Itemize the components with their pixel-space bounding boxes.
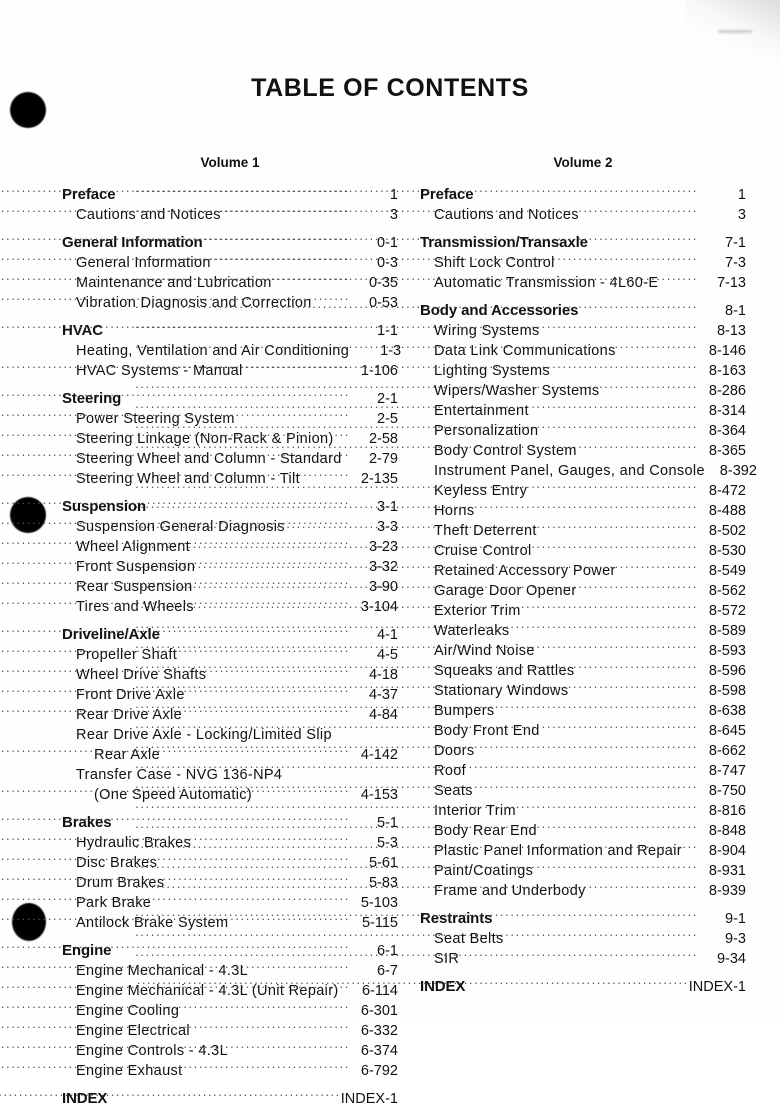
toc-entry-label: HVAC Systems - Manual — [76, 363, 243, 379]
toc-entry-label: Front Drive Axle — [76, 687, 185, 703]
toc-section-row[interactable] — [62, 1089, 398, 1109]
toc-page-number: 8-750 — [708, 783, 746, 799]
toc-entry-label: Retained Accessory Power — [434, 563, 616, 579]
toc-entry-label: (One Speed Automatic) — [94, 787, 253, 803]
page-title: TABLE OF CONTENTS — [251, 74, 529, 102]
toc-page-number: 4-142 — [360, 747, 398, 763]
dot-leader — [537, 861, 698, 875]
toc-entry-label: Restraints — [420, 910, 493, 927]
toc-page-number: 8-392 — [719, 463, 757, 479]
toc-page-number: 8-13 — [716, 323, 746, 339]
toc-page-number: 7-13 — [716, 275, 746, 291]
toc-entry-label: Rear Drive Axle — [76, 707, 182, 723]
toc-entry-label: Garage Door Opener — [434, 583, 577, 599]
toc-entry-label: Power Steering System — [76, 411, 235, 427]
toc-entry-label: Body Front End — [434, 723, 540, 739]
toc-entry-label: Entertainment — [434, 403, 529, 419]
toc-page-number: 2-79 — [368, 451, 398, 467]
toc-entry-label: Engine Mechanical - 4.3L — [76, 963, 249, 979]
toc-entry-label: Personalization — [434, 423, 539, 439]
toc-entry-label: Roof — [434, 763, 467, 779]
toc-entry-label: Data Link Communications — [434, 343, 616, 359]
toc-page-number: 8-502 — [708, 523, 746, 539]
toc-entry-label: INDEX — [62, 1090, 108, 1107]
toc-entry-label: Suspension General Diagnosis — [76, 519, 285, 535]
toc-page-number: 6-7 — [377, 963, 398, 979]
toc-page-number: 4-5 — [377, 647, 398, 663]
dot-leader — [541, 821, 698, 835]
toc-entry-label: Paint/Coatings — [434, 863, 534, 879]
dot-leader — [582, 301, 698, 315]
toc-entry-row[interactable] — [62, 1061, 398, 1081]
dot-leader — [554, 361, 698, 375]
dot-leader — [520, 801, 698, 815]
toc-entry-label: Brakes — [62, 814, 112, 831]
toc-page-number: 5-83 — [368, 875, 398, 891]
toc-page-number: 6-792 — [360, 1063, 398, 1079]
dot-leader — [513, 621, 698, 635]
toc-entry-label: Wheel Alignment — [76, 539, 191, 555]
toc-page-number: 7-3 — [725, 255, 746, 271]
toc-entry-label: Hydraulic Brakes — [76, 835, 192, 851]
toc-entry-label: Seat Belts — [434, 931, 504, 947]
toc-entry-label: Antilock Brake System — [76, 915, 229, 931]
toc-entry-label: Rear Suspension — [76, 579, 193, 595]
toc-page-number: 6-1 — [377, 943, 398, 959]
toc-entry-label: Maintenance and Lubrication — [76, 275, 272, 291]
toc-entry-label: Body Control System — [434, 443, 577, 459]
toc-entry-label: Rear Drive Axle - Locking/Limited Slip — [76, 727, 332, 743]
toc-entry-label: Frame and Underbody — [434, 883, 586, 899]
toc-entry-label: Transmission/Transaxle — [420, 234, 588, 251]
toc-page-number: 7-1 — [725, 235, 746, 251]
toc-entry-label: Cautions and Notices — [76, 207, 221, 223]
toc-page-number: 2-58 — [368, 431, 398, 447]
dot-leader — [194, 1021, 350, 1035]
scan-corner-shadow — [685, 0, 780, 58]
dot-leader — [592, 233, 698, 247]
dot-leader — [469, 977, 688, 991]
toc-page-number: 6-114 — [361, 983, 398, 999]
toc-page-number: 8-562 — [708, 583, 746, 599]
dot-leader — [531, 481, 698, 495]
toc-page-number: 8-364 — [708, 423, 746, 439]
toc-page-number: 4-84 — [368, 707, 398, 723]
toc-entry-list — [420, 185, 757, 997]
toc-page-number: 8-314 — [708, 403, 746, 419]
toc-entry-label: Heating, Ventilation and Air Conditioning — [76, 343, 350, 359]
toc-entry-row[interactable] — [420, 881, 746, 901]
toc-page-number: 8-146 — [708, 343, 746, 359]
dot-leader — [581, 581, 698, 595]
toc-entry-label: Seats — [434, 783, 473, 799]
toc-page-number: 3-90 — [368, 579, 398, 595]
dot-leader — [541, 521, 698, 535]
toc-page-number: 8-163 — [708, 363, 746, 379]
toc-page-number: 8-848 — [708, 823, 746, 839]
dot-leader — [542, 421, 698, 435]
toc-entry-label: General Information — [62, 234, 203, 251]
dot-leader — [508, 929, 698, 943]
toc-entry-label: Driveline/Axle — [62, 626, 160, 643]
toc-entry-label: Tires and Wheels — [76, 599, 194, 615]
toc-page-number: INDEX-1 — [340, 1091, 398, 1107]
dot-leader — [463, 949, 698, 963]
toc-page-number: INDEX-1 — [688, 979, 746, 995]
dot-leader — [539, 641, 698, 655]
toc-page-number: 0-35 — [368, 275, 398, 291]
toc-entry-label: SIR — [434, 951, 460, 967]
toc-entry-label: Wipers/Washer Systems — [434, 383, 600, 399]
toc-entry-label: General Information — [76, 255, 211, 271]
toc-entry-label: Engine Cooling — [76, 1003, 180, 1019]
toc-entry-label: Stationary Windows — [434, 683, 569, 699]
toc-page-number: 8-488 — [708, 503, 746, 519]
toc-section-row[interactable] — [420, 977, 746, 997]
toc-entry-label: Transfer Case - NVG 136-NP4 — [76, 767, 283, 783]
dot-leader — [232, 1041, 350, 1055]
dot-leader — [536, 541, 698, 555]
toc-entry-label: Front Suspension — [76, 559, 196, 575]
toc-entry-label: Wiring Systems — [434, 323, 540, 339]
toc-entry-label: Rear Axle — [94, 747, 161, 763]
scan-corner-streak — [718, 30, 752, 33]
toc-entry-label: Engine Controls - 4.3L — [76, 1043, 228, 1059]
toc-entry-label: Engine Electrical — [76, 1023, 190, 1039]
toc-entry-label: Squeaks and Rattles — [434, 663, 575, 679]
dot-leader — [590, 881, 698, 895]
toc-entry-label: Steering Wheel and Column - Standard — [76, 451, 342, 467]
toc-entry-label: Drum Brakes — [76, 875, 165, 891]
toc-entry-label: Air/Wind Noise — [434, 643, 535, 659]
toc-page-number: 5-1 — [377, 815, 398, 831]
toc-page-number: 0-3 — [377, 255, 398, 271]
toc-entry-label: Engine Mechanical - 4.3L (Unit Repair) — [76, 983, 339, 999]
toc-entry-label: Doors — [434, 743, 475, 759]
toc-page-number: 8-662 — [708, 743, 746, 759]
toc-page-number: 3-23 — [368, 539, 398, 555]
dot-leader — [544, 321, 698, 335]
toc-page-number: 1-106 — [360, 363, 398, 379]
dot-leader — [477, 781, 698, 795]
toc-entry-label: Plastic Panel Information and Repair — [434, 843, 682, 859]
toc-entry-row[interactable] — [420, 441, 746, 461]
toc-page-number: 8-365 — [708, 443, 746, 459]
toc-entry-row[interactable] — [420, 273, 746, 293]
toc-page-number: 6-301 — [360, 1003, 398, 1019]
dot-leader — [478, 501, 698, 515]
toc-entry-label: Shift Lock Control — [434, 255, 555, 271]
toc-page-number: 9-34 — [716, 951, 746, 967]
toc-entry-row[interactable] — [420, 205, 746, 225]
toc-page-number: 2-1 — [377, 391, 398, 407]
toc-page-number: 1-3 — [380, 343, 402, 359]
toc-entry-label: Cautions and Notices — [434, 207, 579, 223]
toc-page-number: 1 — [737, 187, 746, 203]
toc-page-number: 5-3 — [377, 835, 398, 851]
toc-entry-label: Engine — [62, 942, 112, 959]
toc-page-number: 8-596 — [708, 663, 746, 679]
dot-leader — [604, 381, 698, 395]
toc-page-number: 9-3 — [725, 931, 746, 947]
toc-page-number: 3-1 — [377, 499, 398, 515]
toc-entry-label: Waterleaks — [434, 623, 510, 639]
toc-page-number: 8-645 — [708, 723, 746, 739]
toc-page-number: 4-18 — [368, 667, 398, 683]
toc-entry-label: Preface — [420, 186, 474, 203]
column-title: Volume 2 — [553, 155, 613, 170]
toc-page-number: 8-939 — [708, 883, 746, 899]
toc-page-number: 8-638 — [708, 703, 746, 719]
dot-leader — [478, 741, 698, 755]
toc-page-number: 3 — [389, 207, 398, 223]
toc-entry-label: Steering Linkage (Non-Rack & Pinion) — [76, 431, 334, 447]
dot-leader — [544, 721, 698, 735]
toc-entry-label: Horns — [434, 503, 475, 519]
dot-leader — [581, 441, 698, 455]
dot-leader — [111, 1089, 340, 1103]
toc-page-number: 1-1 — [377, 323, 398, 339]
toc-entry-label: Steering — [62, 390, 122, 407]
toc-entry-label: Vibration Diagnosis and Correction — [76, 295, 312, 311]
toc-entry-label: Steering Wheel and Column - Tilt — [76, 471, 300, 487]
toc-entry-label: Interior Trim — [434, 803, 516, 819]
toc-page-number: 8-598 — [708, 683, 746, 699]
toc-entry-label: INDEX — [420, 978, 466, 995]
toc-page-number: 9-1 — [725, 911, 746, 927]
toc-page-number: 0-53 — [368, 295, 398, 311]
toc-entry-label: Park Brake — [76, 895, 152, 911]
toc-page-number: 5-103 — [360, 895, 398, 911]
toc-entry-label: Lighting Systems — [434, 363, 551, 379]
toc-page-number: 8-589 — [708, 623, 746, 639]
toc-entry-label: Suspension — [62, 498, 147, 515]
toc-entry-label: Body Rear End — [434, 823, 537, 839]
toc-page-number: 3-32 — [368, 559, 398, 575]
toc-entry-label: Automatic Transmission - 4L60-E — [434, 275, 659, 291]
toc-page-number: 5-61 — [368, 855, 398, 871]
dot-leader — [620, 341, 698, 355]
toc-page-number: 6-332 — [360, 1023, 398, 1039]
toc-column-volume-2 — [420, 155, 757, 997]
toc-page-number: 8-904 — [708, 843, 746, 859]
toc-entry-label: Exterior Trim — [434, 603, 521, 619]
toc-entry-label: Engine Exhaust — [76, 1063, 183, 1079]
toc-entry-label: Disc Brakes — [76, 855, 158, 871]
dot-leader — [525, 601, 698, 615]
toc-page-number: 3-3 — [377, 519, 398, 535]
toc-entry-label: Cruise Control — [434, 543, 532, 559]
toc-page-number: 8-931 — [708, 863, 746, 879]
toc-entry-label: Theft Deterrent — [434, 523, 537, 539]
toc-entry-label: Preface — [62, 186, 116, 203]
toc-entry-label: Keyless Entry — [434, 483, 528, 499]
toc-page-number: 2-135 — [360, 471, 398, 487]
toc-page-number: 8-530 — [708, 543, 746, 559]
toc-entry-label: HVAC — [62, 322, 103, 339]
dot-leader — [183, 1001, 350, 1015]
toc-entry-label: Instrument Panel, Gauges, and Console — [434, 463, 705, 479]
dot-leader — [572, 681, 698, 695]
dot-leader — [620, 561, 698, 575]
toc-entry-label: Propeller Shaft — [76, 647, 178, 663]
toc-page-number: 3-104 — [360, 599, 398, 615]
dot-leader — [559, 253, 698, 267]
toc-page-number: 8-286 — [708, 383, 746, 399]
dot-leader — [470, 761, 698, 775]
toc-page-number: 3 — [737, 207, 746, 223]
toc-page-number: 2-5 — [377, 411, 398, 427]
toc-page-number: 8-1 — [725, 303, 746, 319]
toc-entry-label: Body and Accessories — [420, 302, 579, 319]
dot-leader — [498, 701, 698, 715]
dot-leader — [496, 909, 698, 923]
toc-page-number: 1 — [389, 187, 398, 203]
toc-entry-label: Bumpers — [434, 703, 495, 719]
dot-leader — [478, 185, 698, 199]
toc-entry-row[interactable] — [420, 949, 746, 969]
toc-page-number: 4-153 — [360, 787, 398, 803]
toc-entry-label: Wheel Drive Shafts — [76, 667, 207, 683]
dot-leader — [533, 401, 698, 415]
toc-page-number: 8-472 — [708, 483, 746, 499]
column-title: Volume 1 — [200, 155, 260, 170]
toc-page-number: 8-747 — [708, 763, 746, 779]
toc-page-number: 6-374 — [360, 1043, 398, 1059]
dot-leader — [583, 205, 698, 219]
toc-page-number: 8-816 — [708, 803, 746, 819]
dot-leader — [686, 841, 698, 855]
toc-page-number: 8-593 — [708, 643, 746, 659]
dot-leader — [186, 1061, 350, 1075]
toc-page-number: 8-572 — [708, 603, 746, 619]
dot-leader — [578, 661, 698, 675]
toc-page-number: 0-1 — [377, 235, 398, 251]
toc-page-number: 4-1 — [377, 627, 398, 643]
dot-leader — [662, 273, 698, 287]
toc-page-number: 4-37 — [368, 687, 398, 703]
toc-page-number: 8-549 — [708, 563, 746, 579]
toc-page-number: 5-115 — [361, 915, 398, 931]
